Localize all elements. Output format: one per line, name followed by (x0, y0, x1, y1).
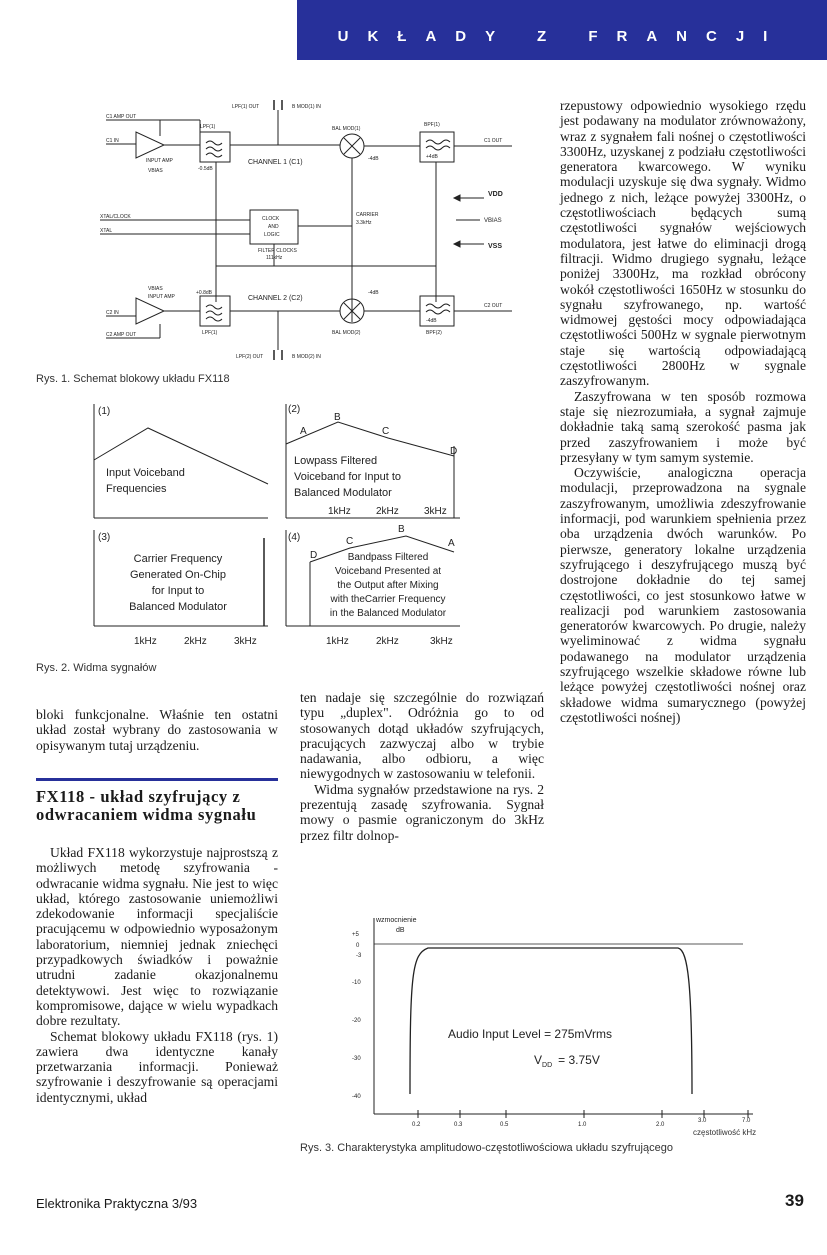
fig1-label: VSS (488, 243, 503, 250)
panel4-tick: 3kHz (430, 636, 453, 647)
fig3-annotation: Audio Input Level = 275mVrms (448, 1027, 612, 1041)
fig1-label: LPF(1) (200, 124, 216, 130)
section-rule (36, 778, 278, 781)
panel2-tick: 1kHz (328, 506, 351, 517)
panel1-number: (1) (98, 406, 111, 417)
panel4-number: (4) (288, 532, 301, 543)
fig1-label: LOGIC (264, 232, 280, 238)
panel4-point: A (448, 538, 455, 549)
fig1-label: -4dB (368, 290, 379, 296)
fig1-label: C1 OUT (484, 138, 503, 144)
fig3-ytick: -40 (352, 1094, 361, 1100)
fig1-label: LPF(2) OUT (236, 354, 264, 360)
fig1-label: -4dB (368, 156, 379, 162)
lpf1-block (200, 132, 230, 162)
fig1-label: BAL MOD(1) (332, 126, 361, 132)
paragraph: Widma sygnałów przedstawione na rys. 2 prezentują zasadę szyfrowania. Sygnał mowy o pasmie ograniczonym do 3kHz przez filtr dolnop- (300, 781, 544, 843)
panel2-text: Voiceband for Input to (294, 471, 402, 483)
fig1-label: XTAL/CLOCK (100, 214, 131, 220)
paragraph: Zaszyfrowana w ten sposób rozmowa staje się niezrozumiała, a sygnał zajmuje dokładnie taką samą szerokość pasma jak przed zaszyfrowaniem i może być przesyłany w tym samym systemie. (560, 388, 806, 465)
fig1-label: C1 IN (106, 138, 119, 144)
header-bar (297, 0, 827, 60)
paragraph: rzepustowy odpowiednio wysokiego rzędu jest podawany na modulator zrównoważony, wraz z sygnałem fali nośnej o częstotliwości 3300Hz, uzyskanej z podziału częstotliwości generatora kwarcowego. W wyniku modulacji uzyskuje się dwa sygnały. Widmo jednego z nich, leżące powyżej 3300Hz, o częstotliwościach będących sumą częstotliwości sygnałów wejściowych modulatora, jest łatwe do eliminacji drogą filtracji. Widmo drugiego sygnału, leżące poniżej 3300Hz, ma rozkład obrócony wokół częstotliwości 1650Hz w stosunku do sygnału szyfrowanego, np. wartość widmowej gęstości mocy odpowiadająca częstotliwości 500Hz w sygnale pierwotnym staje się wartością odpowiadającą częstotliwości 2800Hz w sygnale zaszyfrowanym. (560, 98, 806, 389)
fig1-label: C2 IN (106, 310, 119, 316)
input-amp-2 (136, 298, 164, 324)
panel3-tick: 1kHz (134, 636, 157, 647)
fig1-label: C2 OUT (484, 303, 503, 309)
fig1-label: VBIAS (148, 286, 163, 292)
figure2-spectra (88, 398, 470, 656)
fig3-yunit: dB (396, 927, 405, 934)
panel2-tick: 2kHz (376, 506, 399, 517)
fig1-label: INPUT AMP (146, 158, 173, 164)
fig1-label: CHANNEL 2 (C2) (248, 295, 303, 302)
paragraph: ten nadaje się szczególnie do rozwiązań typu „duplex". Odróżnia go to od stosowanych dotąd układów szyfrujących, pracujących zazwyczaj albo w trybie nadawania, albo odbioru, a więc niewygodnych w zastosowaniu w telefonii. (300, 690, 544, 782)
fig1-label: CLOCK (262, 216, 280, 222)
article-middle-column (300, 690, 544, 843)
panel3-text: Generated On-Chip (130, 569, 226, 581)
fig1-label: +0.8dB (196, 290, 212, 296)
panel2-point: C (382, 426, 390, 437)
panel4-text: with theCarrier Frequency (330, 594, 446, 605)
panel4-tick: 2kHz (376, 636, 399, 647)
panel2-tick: 3kHz (424, 506, 447, 517)
article-left-column-top (36, 707, 278, 753)
footer-journal: Elektronika Praktyczna 3/93 (36, 1196, 198, 1211)
panel2-text: Balanced Modulator (294, 487, 392, 499)
panel4-text: Voiceband Presented at (334, 566, 442, 577)
fig1-label: C2 AMP OUT (106, 332, 137, 338)
fig1-label: FILTER CLOCKS (258, 248, 297, 254)
fig1-label: LPF(1) (202, 330, 218, 336)
fig3-y-ticks (352, 932, 362, 1100)
panel4-text: the Output after Mixing (337, 580, 439, 591)
fig1-label: +4dB (426, 154, 438, 160)
fig3-xtick: 1.0 (578, 1122, 587, 1128)
figure1-caption: Rys. 1. Schemat blokowy układu FX118 (36, 373, 230, 385)
fig3-xtick: 0.5 (500, 1122, 509, 1128)
fig1-label: -0.5dB (198, 166, 213, 172)
fig3-ytick: 0 (356, 943, 360, 949)
panel1-text: Input Voiceband (106, 467, 185, 479)
fig1-label: VBIAS (148, 168, 163, 174)
fig3-ytick: -30 (352, 1056, 361, 1062)
panel3-text: Balanced Modulator (129, 601, 227, 613)
fig3-annotation (534, 1053, 600, 1069)
lpf2-block (200, 296, 230, 326)
panel4-point: B (398, 524, 405, 535)
panel4-point: C (346, 536, 354, 547)
panel4-text: in the Balanced Modulator (329, 608, 447, 619)
fig3-x-ticks (412, 1110, 751, 1128)
fig1-label: BPF(2) (426, 330, 442, 336)
fig1-label: LPF(1) OUT (232, 104, 260, 110)
panel2-point: A (300, 426, 307, 437)
fig3-ylabel: wzmocnienie (376, 917, 417, 924)
fig3-annotation-vdd: V (534, 1053, 543, 1067)
fig1-label: BAL MOD(2) (332, 330, 361, 336)
fig3-annotation-value: = 3.75V (558, 1053, 600, 1067)
paragraph: bloki funkcjonalne. Właśnie ten ostatni układ został wybrany do zastosowania w opisywanym tutaj urządzeniu. (36, 707, 278, 753)
fig3-ytick: -20 (352, 1018, 361, 1024)
fig3-ytick: +5 (352, 932, 359, 938)
section-heading: FX118 - układ szyfrujący z odwracaniem widma sygnału (36, 787, 257, 824)
panel3-tick: 2kHz (184, 636, 207, 647)
panel2-text: Lowpass Filtered (294, 455, 378, 467)
article-left-column-body (36, 845, 278, 1105)
figure3-caption: Rys. 3. Charakterystyka amplitudowo-częstotliwościowa układu szyfrującego (300, 1142, 673, 1154)
page-number: 39 (785, 1191, 804, 1210)
paragraph: Oczywiście, analogiczna operacja modulacji, przeprowadzona na sygnale zaszyfrowanym, umożliwia zdeszyfrowanie informacji, pod warunkiem spełnienia przez oba urządzenia dwóch warunków. Po pierwsze, generatory lokalne urządzenia szyfrującego i deszyfrującego muszą być dostrojone dokładnie do tej samej częstotliwości, co jest stosunkowo łatwe w realizacji pod warunkiem zastosowania generatorów kwarcowych. Po drugie, należy wyeliminować z widma sygnału podawanego na modulator urządzenia szyfrującego wszelkie składowe równe lub leżące powyżej częstotliwości nośnej oraz składowe widma sumarycznego (powyżej częstotliwości nośnej) (560, 465, 806, 725)
panel2-point: B (334, 412, 341, 423)
fig1-label: INPUT AMP (148, 294, 175, 300)
panel3-number: (3) (98, 532, 111, 543)
fig1-label: BPF(1) (424, 122, 440, 128)
fig3-xtick: 0.3 (454, 1122, 463, 1128)
article-right-column (560, 98, 806, 725)
panel3-text: Carrier Frequency (133, 553, 223, 565)
panel4-text: Bandpass Filtered (347, 552, 429, 563)
fig3-xtick: 0.2 (412, 1122, 421, 1128)
fig3-xtick: 7.0 (742, 1118, 751, 1124)
figure2-caption: Rys. 2. Widma sygnałów (36, 662, 157, 674)
fig3-xtick: 3.0 (698, 1118, 707, 1124)
fig3-annotation-sub: DD (542, 1062, 553, 1069)
paragraph: Schemat blokowy układu FX118 (rys. 1) zawiera dwa identyczne kanały przetwarzania informacji. Ponieważ szyfrowanie i deszyfrowanie są operacjami identycznymi, układ (36, 1028, 278, 1105)
fig1-label: CARRIER (356, 212, 379, 218)
paragraph: Układ FX118 wykorzystuje najprostszą z możliwych metodę szyfrowania - odwracanie widma sygnału. Nie jest to więc układ, którego zastosowanie uniemożliwi zdekodowanie informacji specjaliście pracującemu w odpowiednio wyposażonym laboratorium, niemniej jednak zniechęci przypadkowych świadków i poważnie utrudni zadanie okazjonalnemu detektywowi. Jest więc to rozwiązanie kompromisowe, dające w wielu wypadkach dobre rezultaty. (36, 845, 278, 1029)
section-title: UKŁADY Z FRANCJI (337, 28, 787, 45)
fig3-xtick: 2.0 (656, 1122, 665, 1128)
fig3-ytick: -3 (356, 953, 362, 959)
figure3-xlabel: częstotliwość kHz (693, 1128, 757, 1137)
fig1-label: C1 AMP OUT (106, 114, 137, 120)
fig1-label: B MOD(2) IN (292, 354, 321, 360)
fig1-label: CHANNEL 1 (C1) (248, 159, 303, 166)
fig1-label: VBIAS (484, 218, 502, 224)
panel2-number: (2) (288, 404, 301, 415)
fig1-label: AND (268, 224, 279, 230)
fig1-label: 111kHz (266, 255, 283, 261)
panel4-point: D (310, 550, 318, 561)
fig3-ytick: -10 (352, 980, 361, 986)
fig1-label: -4dB (426, 318, 437, 324)
panel2-point: D (450, 446, 458, 457)
figure3-frequency-response (348, 914, 758, 1128)
panel3-tick: 3kHz (234, 636, 257, 647)
figure1-block-diagram (100, 98, 520, 370)
fig1-label: 3.3kHz (356, 220, 372, 226)
fig1-label: B MOD(1) IN (292, 104, 321, 110)
fig1-label: XTAL (100, 228, 113, 234)
panel1-text: Frequencies (106, 483, 167, 495)
fig3-response-curve (410, 948, 692, 1094)
panel3-text: for Input to (151, 585, 205, 597)
panel4-tick: 1kHz (326, 636, 349, 647)
fig1-label: VDD (488, 191, 503, 198)
